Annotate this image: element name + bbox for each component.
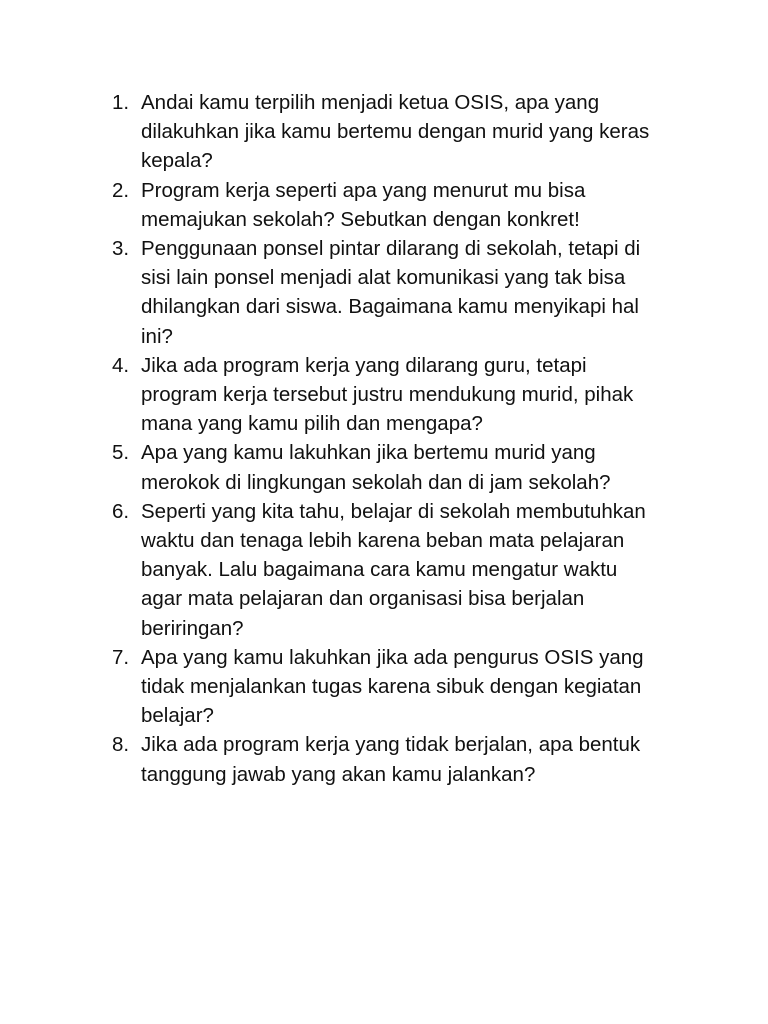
- question-number: 5.: [112, 441, 130, 465]
- question-list: [112, 88, 692, 789]
- question-number: 7.: [112, 645, 130, 669]
- question-item-6: [112, 497, 692, 643]
- question-item-4: [112, 351, 692, 439]
- question-item-1: [112, 88, 692, 176]
- question-text: Andai kamu terpilih menjadi ketua OSIS, apa yang dilakuhkan jika kamu bertemu dengan murid yang keras kepala?: [141, 91, 650, 173]
- question-number: 8.: [112, 733, 130, 757]
- question-number: 2.: [112, 178, 130, 202]
- question-item-5: [112, 438, 692, 496]
- question-item-3: [112, 234, 692, 351]
- question-text: Program kerja seperti apa yang menurut mu bisa memajukan sekolah? Sebutkan dengan konkret!: [141, 178, 586, 231]
- question-number: 4.: [112, 353, 130, 377]
- question-item-7: [112, 643, 692, 731]
- question-item-8: [112, 730, 692, 788]
- question-text: Apa yang kamu lakuhkan jika ada pengurus OSIS yang tidak menjalankan tugas karena sibuk dengan kegiatan belajar?: [141, 645, 644, 728]
- question-text: Apa yang kamu lakuhkan jika bertemu murid yang merokok di lingkungan sekolah dan di jam sekolah?: [141, 441, 611, 494]
- question-text: Jika ada program kerja yang dilarang guru, tetapi program kerja tersebut justru mendukung murid, pihak mana yang kamu pilih dan mengapa?: [141, 353, 634, 436]
- question-text: Seperti yang kita tahu, belajar di sekolah membutuhkan waktu dan tenaga lebih karena beban mata pelajaran banyak. Lalu bagaimana cara kamu mengatur waktu agar mata pelajaran dan organisasi bisa berjalan beriringan?: [141, 499, 646, 640]
- question-text: Jika ada program kerja yang tidak berjalan, apa bentuk tanggung jawab yang akan kamu jalankan?: [141, 733, 641, 786]
- question-text: Penggunaan ponsel pintar dilarang di sekolah, tetapi di sisi lain ponsel menjadi alat komunikasi yang tak bisa dhilangkan dari siswa. Bagaimana kamu menyikapi hal ini?: [141, 237, 641, 348]
- question-number: 6.: [112, 499, 130, 523]
- question-number: 3.: [112, 237, 130, 261]
- question-item-2: [112, 176, 692, 234]
- question-number: 1.: [112, 91, 130, 114]
